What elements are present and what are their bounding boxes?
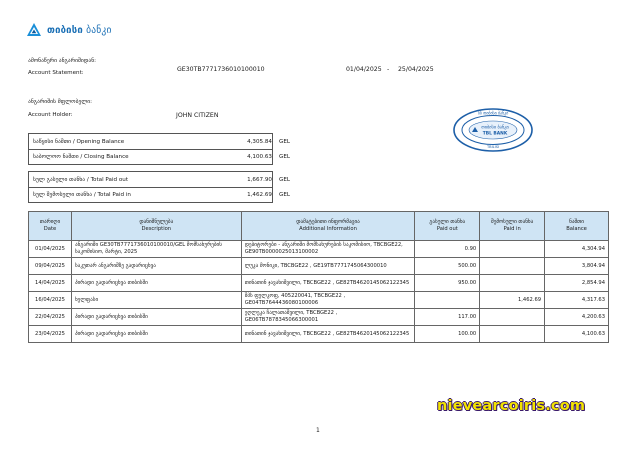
total-paid-out-label: სულ გასული თანხა / Total Paid out (33, 176, 129, 183)
cell-paid-in (480, 275, 545, 292)
opening-balance-value: 4,305.84 (247, 138, 272, 145)
closing-balance-currency: GEL (279, 154, 290, 160)
cell-description: პირადი გადარიცხვა თიბისში (71, 275, 241, 292)
total-paid-in-row (29, 187, 290, 202)
cell-description: საკუთარ ანგარიშზე გადარიცხვა (71, 258, 241, 275)
period-separator: - (387, 66, 390, 73)
cell-date: 22/04/2025 (29, 309, 72, 326)
cell-additional-info: ეღლეკა ჩალათაშვილი, TBCBGE22 , GE06TB7878345066300001 (241, 309, 415, 326)
total-paid-out-value: 1,667.90 (247, 176, 272, 183)
stamp-bottom-text: TBILISI (486, 145, 500, 149)
statement-label-en: Account Statement: (28, 70, 84, 76)
cell-paid-in (480, 241, 545, 258)
page-number: 1 (316, 427, 320, 434)
cell-description: პირადი გადარიცხვა თიბისში (71, 309, 241, 326)
table-row (29, 275, 609, 292)
opening-balance-label: საწყისი ნაშთი / Opening Balance (33, 138, 125, 145)
table-row (29, 258, 609, 275)
table-row (29, 241, 609, 258)
cell-date: 09/04/2025 (29, 258, 72, 275)
holder-label-ka: ანგარიშის მფლობელი: (28, 99, 93, 105)
cell-balance: 3,804.94 (545, 258, 609, 275)
cell-description: ანგარიში GE30TB7771736010100010/GEL მომსახურების საკომისიო, მარტი, 2025 (71, 241, 241, 258)
bank-stamp (452, 107, 534, 153)
bank-name: თიბისი ბანკი (47, 24, 112, 36)
cell-balance: 4,200.63 (545, 309, 609, 326)
opening-balance-row (29, 134, 290, 149)
watermark: nievearcoiris.com (437, 398, 586, 414)
closing-balance-row (29, 149, 290, 164)
tbc-logo-icon (26, 22, 42, 38)
total-paid-in-value: 1,462.69 (247, 192, 272, 198)
transactions-table (28, 211, 609, 343)
cell-additional-info: თინათინ ჯავახიშვილი, TBCBGE22 , GE82TB4620145062122345 (241, 275, 415, 292)
bank-logo (26, 22, 112, 38)
cell-paid-out: 117.00 (415, 309, 480, 326)
cell-paid-out: 0.90 (415, 241, 480, 258)
header-balance: ნაშთი Balance (545, 212, 609, 241)
cell-balance: 4,317.63 (545, 292, 609, 309)
cell-description: ხელფასი (71, 292, 241, 309)
opening-balance-currency: GEL (279, 138, 290, 145)
period-from: 01/04/2025 (346, 66, 382, 73)
table-row (29, 309, 609, 326)
cell-paid-in (480, 258, 545, 275)
total-paid-out-row (29, 172, 290, 187)
cell-additional-info: დებიტორები - ანგარიში მომსახურების საკომისიო, TBCBGE22, GE90TB0000025013100002 (241, 241, 415, 258)
stamp-top-text: სს თიბისი ბანკი (477, 110, 509, 116)
closing-balance-label: საბოლოო ნაშთი / Closing Balance (33, 154, 129, 160)
header-paid-in: შემოსული თანხა Paid in (480, 212, 545, 241)
totals-box (28, 171, 290, 203)
holder-name: JOHN CITIZEN (176, 112, 219, 119)
cell-additional-info: ლუკა მონიკი, TBCBGE22 , GE19TB7771745064300010 (241, 258, 415, 275)
holder-label-en: Account Holder: (28, 112, 73, 118)
account-number: GE30TB7771736010100010 (177, 66, 265, 73)
header-description: დანიშნულება Description (71, 212, 241, 241)
cell-balance: 4,304.94 (545, 241, 609, 258)
cell-balance: 2,854.94 (545, 275, 609, 292)
header-date: თარიღი Date (29, 212, 72, 241)
cell-paid-out: 100.00 (415, 326, 480, 343)
cell-balance: 4,100.63 (545, 326, 609, 343)
closing-balance-value: 4,100.63 (247, 154, 272, 160)
header-additional-info: დამატებითი ინფორმაცია Additional Information (241, 212, 415, 241)
cell-paid-in (480, 326, 545, 343)
cell-date: 01/04/2025 (29, 241, 72, 258)
cell-paid-out (415, 292, 480, 309)
cell-date: 14/04/2025 (29, 275, 72, 292)
cell-additional-info: შპს ფულკოფ, 405220041, TBCBGE22 , GE04TB7644436080100006 (241, 292, 415, 309)
statement-label-ka: ამონაწერი ანგარიშიდან: (28, 58, 96, 64)
cell-date: 16/04/2025 (29, 292, 72, 309)
stamp-inner-en: TBL BANK (482, 131, 508, 137)
stamp-inner-ka: თიბისი ბანკი (481, 125, 509, 131)
cell-paid-out: 950.00 (415, 275, 480, 292)
cell-description: პირადი გადარიცხვა თიბისში (71, 326, 241, 343)
total-paid-in-label: სულ შემოსული თანხა / Total Paid in (33, 192, 131, 198)
cell-paid-in (480, 309, 545, 326)
table-header-row (29, 212, 609, 241)
cell-date: 23/04/2025 (29, 326, 72, 343)
table-row (29, 326, 609, 343)
cell-additional-info: თინათინ ჯავახიშვილი, TBCBGE22 , GE82TB4620145062122345 (241, 326, 415, 343)
cell-paid-out: 500.00 (415, 258, 480, 275)
period-to: 25/04/2025 (398, 66, 434, 73)
table-row (29, 292, 609, 309)
total-paid-out-currency: GEL (279, 176, 290, 183)
cell-paid-in: 1,462.69 (480, 292, 545, 309)
balances-box (28, 133, 290, 165)
header-paid-out: გასული თანხა Paid out (415, 212, 480, 241)
total-paid-in-currency: GEL (279, 192, 290, 198)
